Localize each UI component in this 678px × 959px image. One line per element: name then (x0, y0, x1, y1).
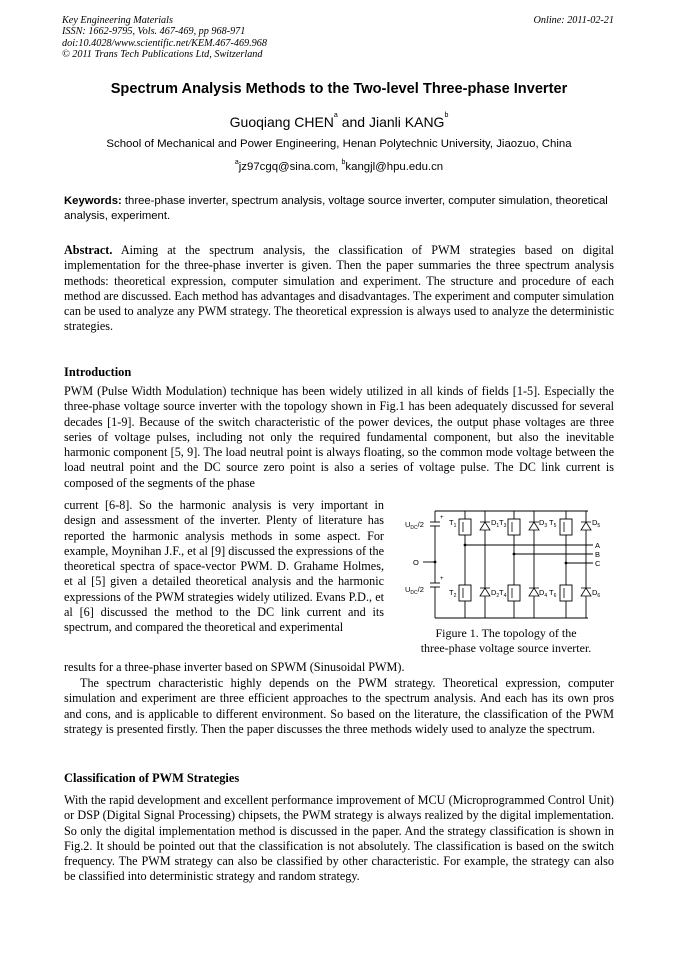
paper-title: Spectrum Analysis Methods to the Two-level Three-phase Inverter (110, 81, 568, 97)
intro-paragraph-1: PWM (Pulse Width Modulation) technique has been widely utilized in all kinds of fields [1-5]. Especially the three-phase voltage source inverter with the topology shown in Fig.1 has been adequately discussed for several decades [1-9]. Because of the switch characteristic of the power devices, the output phase voltages are three series of voltage pulses, including not only the required fundamental component, but also the inevitable harmonic component [5, 9]. The load neutral point is always floating, so the common mode voltage between the load neutral point and the DC source zero point is also a series of voltage pulse. The DC link current is composed of the segments of the phase (64, 384, 614, 490)
email-b-sup: b (341, 159, 346, 166)
plus-bottom: + (440, 576, 444, 582)
affiliation: School of Mechanical and Power Engineering, Henan Polytechnic University, Jiaozuo, China (106, 138, 572, 150)
diode-d2 (480, 588, 490, 596)
copyright-line: © 2011 Trans Tech Publications Ltd, Switzerland (62, 49, 263, 61)
label-d4: $D_4$ (539, 588, 548, 599)
figure-1-caption (394, 626, 618, 656)
phase-a-label: A (595, 541, 601, 550)
switch-t4 (508, 585, 520, 601)
email-b: kangjl@hpu.edu.cn (345, 161, 444, 173)
label-t2: $T_2$ (449, 588, 457, 599)
phase-b-label: B (595, 550, 601, 559)
author-and: and (337, 114, 369, 130)
caption-line-1: Figure 1. The topology of the (435, 626, 577, 640)
online-date: Online: 2011-02-21 (533, 15, 614, 26)
caption-line-2: three-phase voltage source inverter. (420, 641, 592, 655)
node-a (464, 544, 467, 547)
diode-d3 (529, 522, 539, 530)
author-line (0, 114, 678, 130)
author-1: Guoqiang CHEN (229, 114, 334, 130)
o-label: O (413, 558, 419, 567)
plus-top: + (440, 515, 444, 521)
journal-name: Key Engineering Materials (62, 15, 173, 26)
udc-top-label: $U_{DC}/2$ (405, 520, 424, 531)
label-t4: $T_4$ (499, 588, 507, 599)
label-d1: $D_1$ (491, 518, 500, 529)
label-d2: $D_2$ (491, 588, 500, 599)
classification-heading: Classification of PWM Strategies (64, 771, 240, 785)
page-header (62, 15, 614, 61)
email-a-sup: a (234, 159, 239, 166)
switch-t1 (459, 519, 471, 535)
label-t6: $T_6$ (549, 588, 557, 599)
email-line (0, 161, 678, 173)
phase-c-label: C (595, 559, 601, 568)
label-t1: $T_1$ (449, 518, 457, 529)
issn-line: ISSN: 1662-9795, Vols. 467-469, pp 968-971 (62, 26, 246, 38)
node-o (434, 561, 437, 564)
keywords-label: Keywords: (64, 195, 122, 207)
keywords (64, 194, 614, 224)
diode-d4 (529, 588, 539, 596)
switch-t6 (560, 585, 572, 601)
label-d6: $D_6$ (592, 588, 601, 599)
classification-paragraph-1: With the rapid development and excellent performance improvement of MCU (Microprogrammed Control Unit) or DSP (Digital Signal Processing) chipsets, the PWM strategy is always realized by the digital implementation. So only the digital implementation method is discussed in the paper. And the strategy classification is shown in Fig.2. It should be pointed out that the classification is not absolutely. The classification is based on the switch frequency. The PWM strategy can also be classified by other characteristic. For example, the strategy can also be classified into deterministic strategy and random strategy. (64, 793, 614, 884)
diode-d1 (480, 522, 490, 530)
label-d3: $D_3$ (539, 518, 548, 529)
diode-d5 (581, 522, 591, 530)
label-t5: $T_5$ (549, 518, 557, 529)
keywords-text: three-phase inverter, spectrum analysis, voltage source inverter, computer simulation, theoretical analysis, experiment. (64, 195, 608, 222)
author-1-sup: a (333, 112, 338, 119)
introduction-heading: Introduction (64, 365, 132, 379)
intro-paragraph-2: The spectrum characteristic highly depends on the PWM strategy. Theoretical expression, computer simulation and experiment are three efficient approaches to the spectrum analysis. And each has its own pros and cons, and is applicable to different environment. So based on the literature, the classification of the PWM strategy is presented firstly. Then the paper discusses the three methods widely used to analyze the spectrum. (64, 676, 614, 736)
intro-paragraph-1-end: results for a three-phase inverter based on SPWM (Sinusoidal PWM). (64, 660, 405, 674)
author-2: Jianli KANG (368, 114, 445, 130)
switch-t2 (459, 585, 471, 601)
intro-paragraph-1-side: current [6-8]. So the harmonic analysis is very important in design and assessment of the inverter. Plenty of literature has reported the harmonic analysis methods in some aspect. For example, Moynihan J.F., et al [9] discussed the expressions of the theoretical spectra of space-vector PWM. D. Grahame Holmes, et al [5] given a detailed theoretical analysis and the harmonic expressions of the PWM strategies widely utilized. Evans P.D., et al [6] discussed the method to the DC link current and its spectrum, and compared the theoretical and experimental (64, 498, 384, 635)
label-d5: $D_5$ (592, 518, 601, 529)
email-a: jz97cgq@sina.com, (238, 161, 342, 173)
abstract (64, 243, 614, 335)
node-b (513, 553, 516, 556)
author-2-sup: b (444, 112, 449, 119)
doi-line: doi:10.4028/www.scientific.net/KEM.467-469.968 (62, 37, 267, 49)
abstract-label: Abstract. (64, 243, 113, 257)
switch-t3 (508, 519, 520, 535)
switch-t5 (560, 519, 572, 535)
node-c (565, 562, 568, 565)
label-t3: $T_3$ (499, 518, 507, 529)
udc-bottom-label: $U_{DC}/2$ (405, 585, 424, 596)
abstract-text: Aiming at the spectrum analysis, the classification of PWM strategies based on digital implementation for the three-phase inverter is given. Then the paper summaries the three spectrum analysis methods: theoretical expression, computer simulation and experiment. The structure and procedure of each method are discussed. Each method has advantages and disadvantages. The experiment and computer simulation can be used to analyze any PWM strategy. The theoretical expression is always used to analyze the deterministic strategies. (64, 243, 614, 334)
diode-d6 (581, 588, 591, 596)
